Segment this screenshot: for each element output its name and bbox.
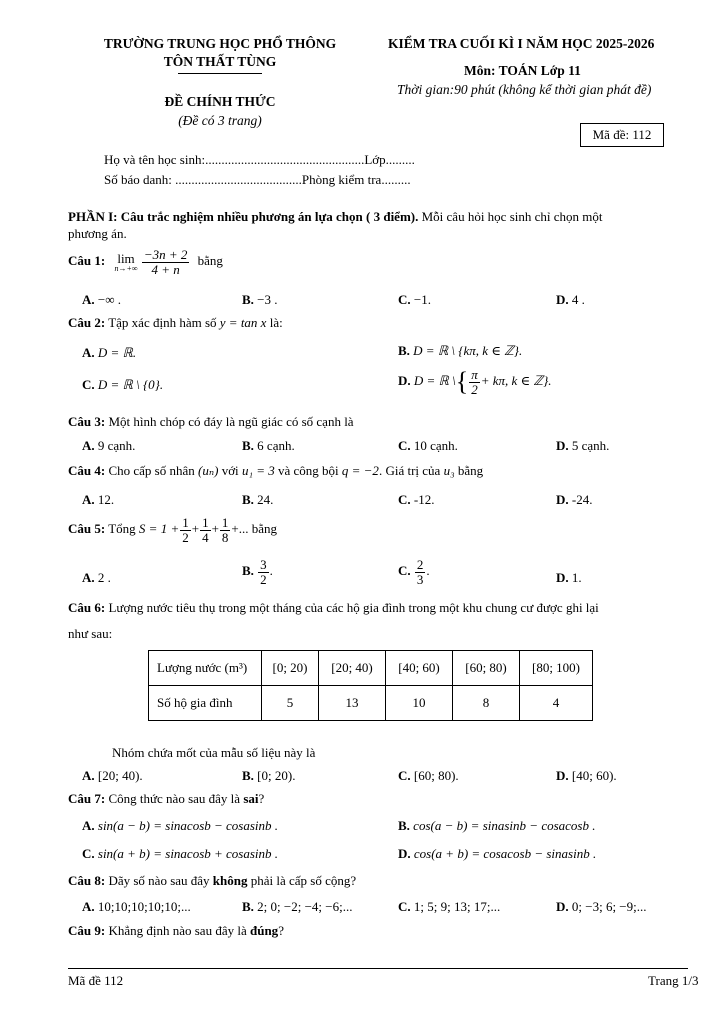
q5-b-fraction (258, 558, 269, 586)
q4-option-a (82, 492, 114, 508)
option-text: [0; 20). (257, 768, 296, 783)
option-text: cos(a + b) = cosacosb − sinasinb . (413, 846, 597, 861)
option-letter: D. (556, 570, 569, 585)
table-cell: [60; 80) (453, 651, 520, 686)
option-letter: C. (82, 377, 95, 392)
option-text: 1; 5; 9; 13; 17;... (413, 899, 501, 914)
q3-label: Câu 3: (68, 414, 106, 429)
fraction-denominator: 2 (260, 571, 267, 587)
option-text: 6 cạnh. (257, 438, 295, 453)
option-text: D = ℝ \ {kπ, k ∈ ℤ}. (413, 343, 523, 358)
option-text: 10;10;10;10;10;... (97, 899, 191, 914)
question-8 (68, 873, 356, 889)
q8-option-c (398, 899, 500, 915)
exam-title: KIỂM TRA CUỐI KÌ I NĂM HỌC 2025-2026 (388, 36, 655, 51)
q3-text: Một hình chóp có đáy là ngũ giác có số cạnh là (108, 414, 354, 429)
option-text: 1. (571, 570, 582, 585)
q3-option-c (398, 438, 458, 454)
part1-heading (68, 209, 603, 225)
fraction-denominator: 2 (182, 529, 189, 545)
table-cell: [0; 20) (262, 651, 319, 686)
q5-c-fraction (415, 558, 426, 586)
option-text: 9 cạnh. (97, 438, 136, 453)
option-letter: C. (398, 563, 411, 579)
option-letter: A. (82, 438, 95, 453)
q1-option-b (242, 292, 278, 308)
q1-lim: lim (117, 250, 135, 266)
option-letter: C. (82, 846, 95, 861)
option-letter: B. (242, 292, 254, 307)
q1-option-a (82, 292, 121, 308)
q4-sequence: (uₙ) (198, 463, 219, 478)
option-text-tail: + kπ, k ∈ ℤ}. (480, 373, 552, 389)
option-letter: A. (82, 492, 95, 507)
question-1 (68, 248, 223, 276)
q8-label: Câu 8: (68, 873, 106, 888)
option-text: -12. (413, 492, 435, 507)
q1-denominator: 4 + n (151, 261, 180, 277)
q3-option-a (82, 438, 135, 454)
option-letter: A. (82, 818, 95, 833)
table-row (149, 651, 593, 686)
fraction-numerator: 2 (416, 557, 424, 572)
fraction-numerator: 1 (202, 515, 209, 530)
q5-label: Câu 5: (68, 521, 106, 537)
option-letter: A. (82, 768, 95, 783)
q4-text: với (221, 463, 239, 478)
option-letter: D. (398, 846, 411, 861)
option-letter: B. (242, 768, 254, 783)
fraction-numerator: π (471, 367, 478, 382)
table-cell: 5 (262, 686, 319, 721)
option-text: 5 cạnh. (571, 438, 610, 453)
part1-instructions-2: phương án. (68, 226, 127, 241)
q2-option-d (398, 368, 552, 396)
q7-option-d (398, 846, 596, 862)
fraction-denominator: 4 (202, 529, 209, 545)
option-text: 2 . (97, 570, 111, 585)
q6-option-d (556, 768, 617, 784)
option-letter: D. (398, 373, 411, 389)
option-text: D = ℝ \ {0}. (97, 377, 164, 392)
footer-rule (68, 968, 688, 969)
option-letter: D. (556, 492, 569, 507)
q2-tail: là: (269, 315, 283, 330)
student-id-line: Số báo danh: .......................................Phòng kiểm tra......... (104, 172, 411, 187)
q7-text: Công thức nào sau đây là (108, 791, 244, 806)
q8-tail: phải là cấp số cộng? (247, 873, 357, 888)
option-letter: C. (398, 768, 411, 783)
footer-page-number: Trang 1/3 (648, 973, 699, 988)
q7-tail: ? (258, 791, 265, 806)
q7-option-a (82, 818, 278, 834)
q5-frac-half (180, 516, 191, 544)
option-text: 24. (257, 492, 274, 507)
q6-label: Câu 6: (68, 600, 106, 615)
official-label: ĐỀ CHÍNH THỨC (164, 94, 276, 109)
q4-ratio: q = −2 (341, 463, 379, 478)
option-letter: A. (82, 899, 95, 914)
school-name: TRƯỜNG TRUNG HỌC PHỔ THÔNG (103, 36, 337, 51)
part1-instructions: Mỗi câu hỏi học sinh chỉ chọn một (418, 209, 603, 224)
q6-option-b (242, 768, 295, 784)
option-letter: D. (556, 899, 569, 914)
q5-option-b: B. $\frac{3}{2}$ . (242, 557, 273, 587)
exam-time: Thời gian:90 phút (không kể thời gian phát đề) (397, 82, 652, 97)
q4-label: Câu 4: (68, 463, 106, 478)
q2-d-fraction (469, 368, 480, 396)
q3-option-b (242, 438, 295, 454)
option-text: 12. (97, 492, 115, 507)
option-text: -24. (571, 492, 593, 507)
q1-option-d (556, 292, 585, 308)
option-text: 0; −3; 6; −9;... (571, 899, 647, 914)
option-letter: D. (556, 292, 569, 307)
q7-emphasis: sai (243, 791, 259, 806)
q4-text: và công bội (277, 463, 339, 478)
fraction-denominator: 3 (416, 571, 424, 587)
q1-lim-sub: n→+∞ (114, 263, 138, 273)
q2-option-b (398, 343, 522, 359)
table-cell: 4 (520, 686, 593, 721)
q7-label: Câu 7: (68, 791, 106, 806)
option-letter: B. (242, 492, 254, 507)
q1-tail: bằng (197, 253, 223, 269)
student-name-line: Họ và tên học sinh:.................................................Lớp......... (104, 152, 415, 167)
q5-option-c: C. $\frac{2}{3}$ . (398, 557, 430, 587)
q7-option-b (398, 818, 595, 834)
part1-title: PHẦN I: Câu trắc nghiệm nhiều phương án lựa chọn ( 3 điểm). (68, 209, 419, 224)
q6-question: Nhóm chứa mốt của mẫu số liệu này là (112, 745, 316, 760)
table-cell: [40; 60) (386, 651, 453, 686)
q2-option-c (82, 377, 163, 393)
option-text: [60; 80). (413, 768, 459, 783)
option-letter: D. (556, 438, 569, 453)
q6-text-2: như sau: (68, 626, 113, 641)
q5-frac-eighth (220, 516, 231, 544)
brace-glyph: { (455, 367, 469, 397)
q1-label: Câu 1: (68, 253, 106, 269)
q4-option-d (556, 492, 592, 508)
option-letter: D. (556, 768, 569, 783)
table-row (149, 686, 593, 721)
question-2 (68, 315, 283, 331)
q5-frac-quarter (200, 516, 211, 544)
option-letter: C. (398, 292, 411, 307)
q4-u3: u₃ (443, 463, 455, 478)
q5-option-a (82, 570, 111, 586)
option-text: 2; 0; −2; −4; −6;... (257, 899, 353, 914)
q2-function: y = tan x (219, 315, 267, 330)
q4-text: Cho cấp số nhân (108, 463, 195, 478)
q6-option-c (398, 768, 459, 784)
option-text: D = ℝ. (97, 345, 137, 360)
q8-option-b (242, 899, 352, 915)
q5-text: Tổng (108, 521, 136, 537)
table-cell: 10 (386, 686, 453, 721)
table-cell: [20; 40) (319, 651, 386, 686)
q9-tail: ? (278, 923, 284, 938)
fraction-denominator: 8 (221, 529, 229, 545)
option-text: 4 . (571, 292, 585, 307)
option-text: cos(a − b) = sinasinb − cosacosb . (413, 818, 596, 833)
q2-text: Tập xác định hàm số (108, 315, 217, 330)
question-3 (68, 414, 354, 430)
school-name-2: TÔN THẤT TÙNG (163, 54, 277, 69)
q5-sum-start: S = 1 + (138, 521, 180, 537)
question-6 (68, 600, 599, 616)
q2-label: Câu 2: (68, 315, 106, 330)
option-letter: C. (398, 899, 411, 914)
option-text: −3 . (257, 292, 278, 307)
table-cell: [80; 100) (520, 651, 593, 686)
option-letter: C. (398, 492, 411, 507)
option-letter: B. (398, 818, 410, 833)
option-text: −∞ . (97, 292, 121, 307)
q4-text: bằng (457, 463, 484, 478)
q5-option-d (556, 570, 582, 586)
option-letter: C. (398, 438, 411, 453)
q9-text: Khẳng định nào sau đây là (108, 923, 250, 938)
q7-option-c (82, 846, 278, 862)
q8-option-a (82, 899, 191, 915)
q6-option-a (82, 768, 143, 784)
page-count: (Đề có 3 trang) (178, 113, 262, 128)
option-text: [40; 60). (571, 768, 617, 783)
q2-option-a (82, 345, 136, 361)
fraction-numerator: 1 (182, 515, 189, 530)
question-9 (68, 923, 284, 939)
fraction-denominator: 2 (471, 381, 478, 397)
option-text: sin(a + b) = sinacosb + cosasinb . (97, 846, 279, 861)
option-letter: B. (242, 438, 254, 453)
table-header-cell: Lượng nước (m³) (149, 651, 262, 686)
header-underline (178, 73, 262, 74)
q1-limit (114, 252, 137, 273)
q4-option-b (242, 492, 273, 508)
q3-option-d (556, 438, 609, 454)
exam-code-box: Mã đề: 112 (580, 123, 664, 147)
q8-emphasis: không (212, 873, 248, 888)
q8-option-d (556, 899, 647, 915)
q4-text: . Giá trị của (378, 463, 441, 478)
q4-option-c (398, 492, 434, 508)
option-letter: B. (242, 563, 254, 579)
option-text: [20; 40). (97, 768, 143, 783)
q1-option-c (398, 292, 431, 308)
option-letter: A. (82, 292, 95, 307)
option-text: D = ℝ \ (413, 373, 456, 389)
table-cell: 8 (453, 686, 520, 721)
table-header-cell: Số hộ gia đình (149, 686, 262, 721)
option-text: 10 cạnh. (413, 438, 458, 453)
q4-u1: u₁ = 3 (241, 463, 275, 478)
question-5: Câu 5: Tổng S = 1 + $\frac{1}{2}$ + $\frac{1}{4}$ + $\frac{1}{8}$ +... bằng (68, 515, 278, 545)
q6-text: Lượng nước tiêu thụ trong một tháng của các hộ gia đình trong một khu chung cư được ghi lại (108, 600, 599, 615)
option-text: sin(a − b) = sinacosb − cosasinb . (97, 818, 279, 833)
option-letter: B. (398, 343, 410, 358)
question-4 (68, 463, 483, 479)
q9-emphasis: đúng (249, 923, 279, 938)
q8-text: Dãy số nào sau đây (108, 873, 213, 888)
question-7 (68, 791, 264, 807)
option-letter: A. (82, 345, 95, 360)
q9-label: Câu 9: (68, 923, 106, 938)
fraction-numerator: 3 (260, 557, 267, 572)
subject: Môn: TOÁN Lớp 11 (464, 63, 581, 78)
q1-numerator: −3n + 2 (143, 247, 188, 262)
option-letter: A. (82, 570, 95, 585)
q1-fraction (142, 248, 190, 276)
fraction-numerator: 1 (221, 515, 229, 530)
footer-exam-code: Mã đề 112 (68, 973, 124, 988)
option-text: −1. (413, 292, 431, 307)
option-letter: B. (242, 899, 254, 914)
water-usage-table (148, 650, 593, 721)
table-cell: 13 (319, 686, 386, 721)
q5-tail: +... bằng (231, 521, 278, 537)
